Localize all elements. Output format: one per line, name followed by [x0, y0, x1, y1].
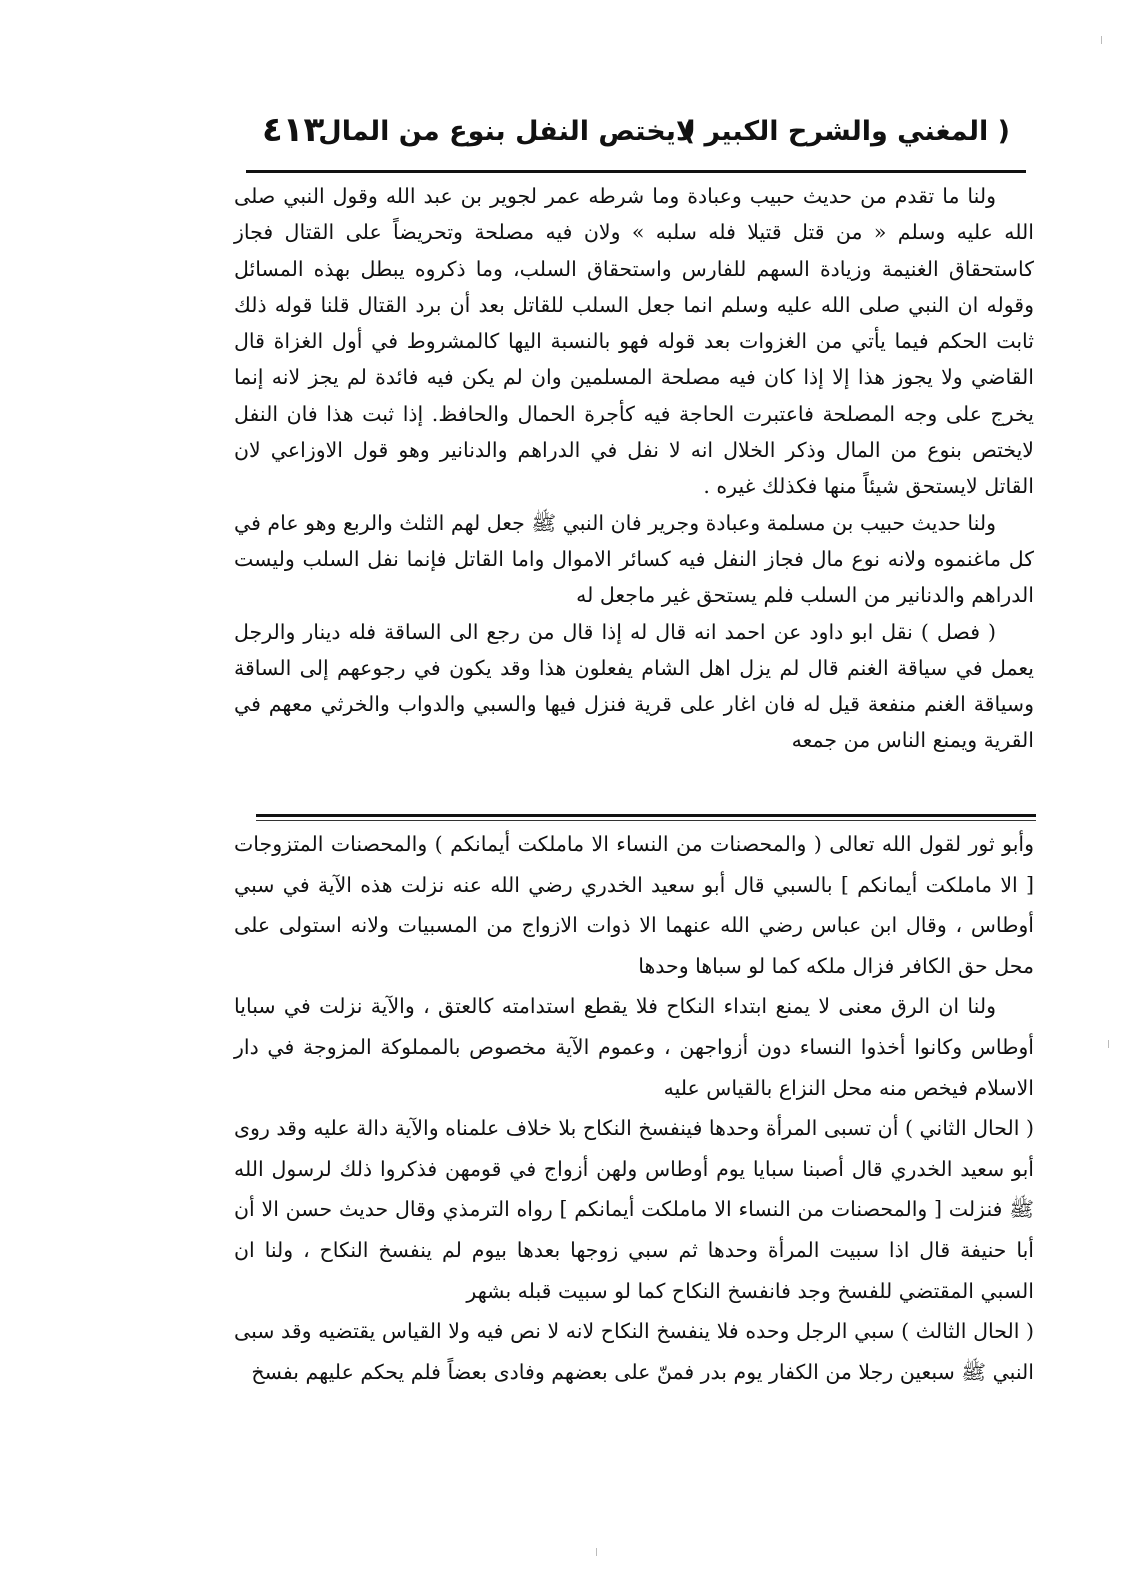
margin-mark	[1101, 36, 1102, 44]
header-rule	[246, 170, 1026, 173]
paragraph: ( فصل ) نقل ابو داود عن احمد انه قال له إذا قال من رجع الى الساقة فله دينار والرجل يعمل في سياقة الغنم قال لم يزل اهل الشام يفعلون هذا وقد يكون في رجوعهم إلى الساقة وسياقة الغنم منفعة قيل له فان اغار على قرية فنزل فيها والسبي والدواب والخرثي معهم في القرية ويمنع الناس من جمعه	[234, 619, 1034, 753]
paragraph: ( الحال الثالث ) سبي الرجل وحده فلا ينفسخ النكاح لانه لا نص فيه ولا القياس يقتضيه وقد سبى النبي ﷺ سبعين رجلا من الكفار يوم بدر فمنّ على بعضهم وفادى بعضاً فلم يحكم عليهم بفسخ	[234, 1319, 1034, 1384]
paragraph: ولنا ان الرق معنى لا يمنع ابتداء النكاح فلا يقطع استدامته كالعتق ، والآية نزلت في سبايا أوطاس وكانوا أخذوا النساء دون أزواجهن ، وعموم الآية مخصوص بالمملوكة المزوجة في دار الاسلام فيخص منه محل النزاع بالقياس عليه	[234, 994, 1034, 1100]
section-divider-thin	[256, 820, 1036, 821]
lower-text-block	[234, 824, 1034, 1392]
section-title: لايختص النفل بنوع من المال	[318, 116, 696, 147]
section-divider	[256, 814, 1036, 817]
margin-mark	[596, 1548, 597, 1556]
paragraph: ولنا ما تقدم من حديث حبيب وعبادة وما شرطه عمر لجوير بن عبد الله وقول النبي صلى الله عليه وسلم « من قتل قتيلا فله سلبه » ولان فيه مصلحة وتحريضاً على القتال فجاز كاستحقاق الغنيمة وزيادة السهم للفارس واستحقاق السلب، وما ذكروه يبطل بهذه المسائل وقوله ان النبي صلى الله عليه وسلم انما جعل السلب للقاتل بعد أن برد القتال قلنا قوله ذلك ثابت الحكم فيما يأتي من الغزوات بعد قوله فهو بالنسبة اليها كالمشروط في أول الغزاة قال القاضي ولا يجوز هذا إلا إذا كان فيه مصلحة المسلمين وان لم يكن فيه فائدة لم يجز لانه إنما يخرج على وجه المصلحة فاعتبرت الحاجة فيه كأجرة الحمال والحافظ. إذا ثبت هذا فان النفل لايختص بنوع من المال وذكر الخلال انه لا نفل في الدراهم والدنانير وهو قول الاوزاعي لان القاتل لايستحق شيئاً منها فكذلك غيره .	[234, 184, 1034, 499]
upper-text-block	[234, 178, 1034, 759]
page-number: ٤١٣	[262, 110, 325, 150]
paragraph: ولنا حديث حبيب بن مسلمة وعبادة وجرير فان النبي ﷺ جعل لهم الثلث والربع وهو عام في كل ماغنموه ولانه نوع مال فجاز النفل فيه كسائر الاموال واما القاتل فإنما نفل السلب وليست الدراهم والدنانير من السلب فلم يستحق غير ماجعل له	[234, 510, 1034, 608]
page-header	[246, 112, 1026, 166]
book-title: ( المغني والشرح الكبير )	[682, 116, 1010, 147]
margin-mark	[1108, 1040, 1109, 1048]
paragraph: ( الحال الثاني ) أن تسبى المرأة وحدها فينفسخ النكاح بلا خلاف علمناه والآية دالة عليه وقد روى أبو سعيد الخدري قال أصبنا سبايا يوم أوطاس ولهن أزواج في قومهن فذكروا ذلك لرسول الله ﷺ فنزلت [ والمحصنات من النساء الا ماملكت أيمانكم ] رواه الترمذي وقال حديث حسن الا أن أبا حنيفة قال اذا سبيت المرأة وحدها ثم سبي زوجها بعدها بيوم لم ينفسخ النكاح ، ولنا ان السبي المقتضي للفسخ وجد فانفسخ النكاح كما لو سبيت قبله بشهر	[234, 1116, 1034, 1303]
paragraph: وأبو ثور لقول الله تعالى ( والمحصنات من النساء الا ماملكت أيمانكم ) والمحصنات المتزوجات [ الا ماملكت أيمانكم ] بالسبي قال أبو سعيد الخدري رضي الله عنه نزلت هذه الآية في سبي أوطاس ، وقال ابن عباس رضي الله عنهما الا ذوات الازواج من المسبيات ولانه استولى على محل حق الكافر فزال ملكه كما لو سباها وحدها	[234, 832, 1034, 978]
